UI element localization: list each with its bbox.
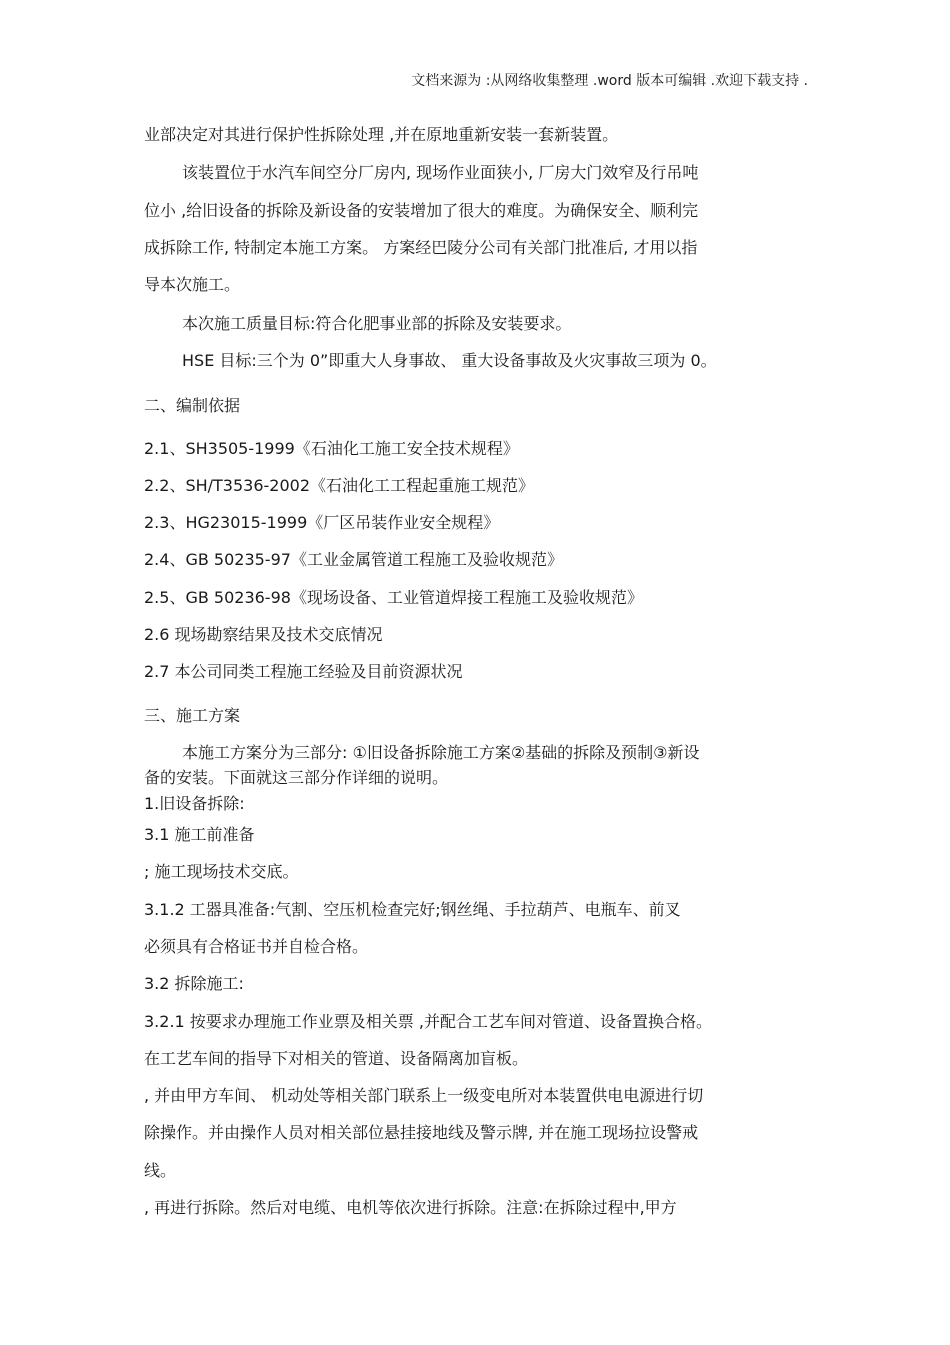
- body-line: 3.1.2 工器具准备:气割、空压机检查完好;钢丝绳、手拉葫芦、电瓶车、前叉: [144, 900, 681, 919]
- body-line: 该装置位于水汽车间空分厂房内, 现场作业面狭小, 厂房大门效窄及行吊吨: [182, 163, 699, 182]
- subsection-heading: 3.1 施工前准备: [144, 825, 255, 844]
- body-line: 导本次施工。: [144, 275, 241, 294]
- reference-item: 2.5、GB 50236-98《现场设备、工业管道焊接工程施工及验收规范》: [144, 588, 643, 607]
- body-line: 备的安装。下面就这三部分作详细的说明。: [144, 768, 449, 787]
- body-line: 3.2.1 按要求办理施工作业票及相关票 ,并配合工艺车间对管道、设备置换合格。: [144, 1012, 712, 1031]
- header-note: 文档来源为 :从网络收集整理 .word 版本可编辑 .欢迎下载支持 .: [411, 73, 808, 89]
- reference-item: 2.6 现场勘察结果及技术交底情况: [144, 625, 383, 644]
- reference-item: 2.1、SH3505-1999《石油化工施工安全技术规程》: [144, 439, 519, 458]
- body-line: 业部决定对其进行保护性拆除处理 ,并在原地重新安装一套新装置。: [144, 125, 619, 144]
- body-line: 本次施工质量目标:符合化肥事业部的拆除及安装要求。: [182, 314, 572, 333]
- reference-item: 2.4、GB 50235-97《工业金属管道工程施工及验收规范》: [144, 550, 563, 569]
- reference-item: 2.7 本公司同类工程施工经验及目前资源状况: [144, 662, 463, 681]
- body-line: 线。: [144, 1161, 177, 1180]
- body-line: ; 施工现场技术交底。: [144, 862, 299, 881]
- section-heading: 二、编制依据: [144, 396, 241, 415]
- body-line: 在工艺车间的指导下对相关的管道、设备隔离加盲板。: [144, 1049, 529, 1068]
- body-line: 成拆除工作, 特制定本施工方案。 方案经巴陵分公司有关部门批准后, 才用以指: [144, 238, 698, 257]
- subsection-heading: 1.旧设备拆除:: [144, 794, 245, 813]
- body-line: , 再进行拆除。然后对电缆、电机等依次进行拆除。注意:在拆除过程中,甲方: [144, 1198, 677, 1217]
- reference-item: 2.3、HG23015-1999《厂区吊装作业安全规程》: [144, 513, 500, 532]
- body-line: 本施工方案分为三部分: ①旧设备拆除施工方案②基础的拆除及预制③新设: [182, 743, 700, 762]
- section-heading: 三、施工方案: [144, 706, 241, 725]
- subsection-heading: 3.2 拆除施工:: [144, 974, 244, 993]
- body-line: , 并由甲方车间、 机动处等相关部门联系上一级变电所对本装置供电电源进行切: [144, 1086, 704, 1105]
- reference-item: 2.2、SH/T3536-2002《石油化工工程起重施工规范》: [144, 476, 535, 495]
- body-line: HSE 目标:三个为 0”即重大人身事故、 重大设备事故及火灾事故三项为 0。: [182, 351, 717, 370]
- body-line: 必须具有合格证书并自检合格。: [144, 937, 369, 956]
- body-line: 除操作。并由操作人员对相关部位悬挂接地线及警示牌, 并在施工现场拉设警戒: [144, 1123, 699, 1142]
- body-line: 位小 ,给旧设备的拆除及新设备的安装增加了很大的难度。为确保安全、顺利完: [144, 201, 699, 220]
